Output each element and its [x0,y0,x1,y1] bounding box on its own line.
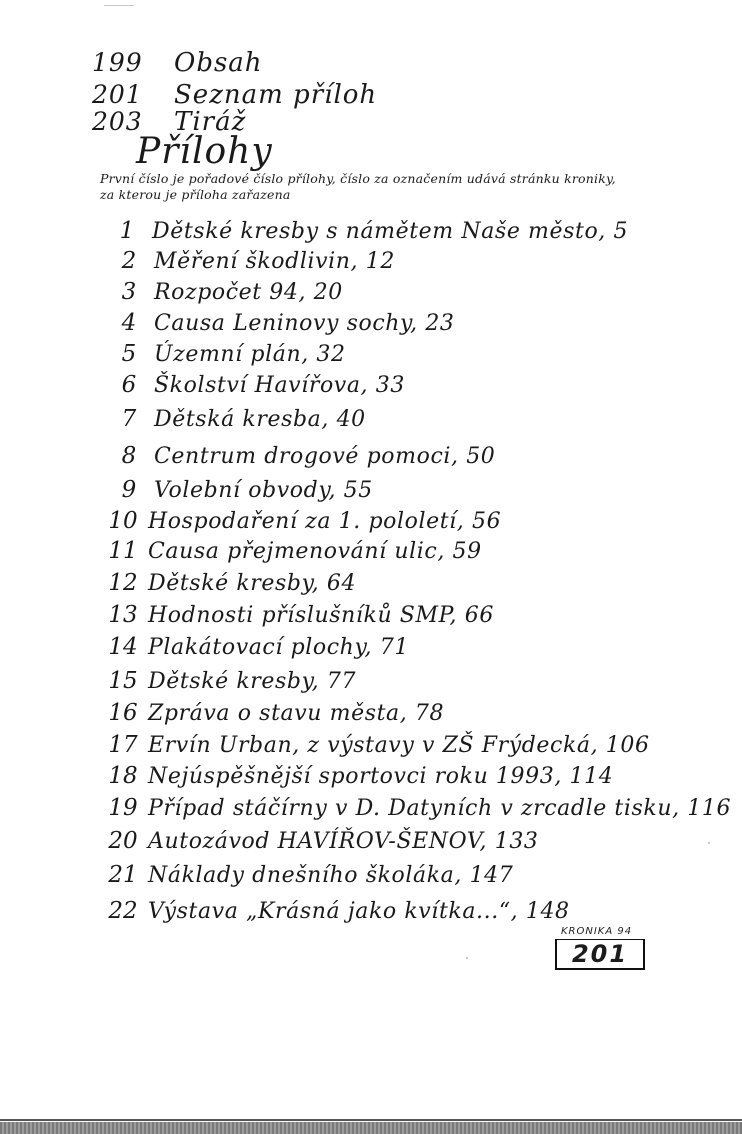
attachment-number: 6 [121,372,137,398]
attachment-row [98,862,513,892]
attachment-number: 9 [121,477,137,503]
attachment-row [104,477,373,507]
attachment-text: Autozávod HAVÍŘOV-ŠENOV, 133 [148,829,539,854]
note-line-1: První číslo je pořadové číslo přílohy, číslo za označením udává stránku kroniky, [100,171,616,186]
attachment-text: Hodnosti příslušníků SMP, 66 [148,603,494,628]
attachment-row [98,763,613,793]
attachment-text: Centrum drogové pomoci, 50 [154,444,496,469]
attachment-text: Výstava „Krásná jako kvítka...“, 148 [148,899,570,924]
attachment-row [102,218,628,248]
attachment-text: Případ stáčírny v D. Datyních v zrcadle tisku, 116 [148,796,732,821]
attachment-row [98,668,356,698]
attachment-row [104,406,366,436]
speck [708,842,710,844]
attachment-number: 1 [119,218,135,244]
attachment-number: 2 [121,248,137,274]
toc-page-number: 199 [92,48,143,77]
attachment-text: Územní plán, 32 [154,342,346,367]
attachment-row [98,700,444,730]
attachment-number: 19 [108,795,138,821]
attachment-row [98,828,539,858]
attachment-row [104,372,405,402]
attachment-row [98,634,409,664]
toc-page-number: 201 [92,80,143,109]
attachment-text: Náklady dnešního školáka, 147 [148,863,514,888]
attachment-number: 11 [108,538,138,564]
section-heading: Přílohy [136,131,273,172]
scan-edge-line [0,1119,742,1121]
stamp-label: KRONIKA 94 [561,926,633,937]
scan-edge-band [0,1122,742,1134]
attachment-row [98,732,650,762]
toc-page-number: 203 [92,107,143,136]
attachment-number: 22 [108,898,138,924]
attachment-row [98,898,570,928]
attachment-text: Měření škodlivin, 12 [154,249,395,274]
attachment-text: Školství Havířova, 33 [154,373,405,398]
attachment-text: Dětská kresba, 40 [154,407,366,432]
note-line-2: za kterou je příloha zařazena [100,187,291,202]
stamp-page-number: 201 [555,939,645,970]
attachment-number: 5 [121,341,137,367]
attachment-row [104,279,343,309]
attachment-number: 12 [108,570,138,596]
attachment-number: 13 [108,602,138,628]
attachment-row [104,310,455,340]
attachment-number: 16 [108,700,138,726]
attachment-number: 14 [108,634,138,660]
attachment-number: 17 [108,732,138,758]
attachment-text: Dětské kresby, 77 [148,669,357,694]
page-mark [104,5,134,6]
attachment-row [98,538,482,568]
attachment-text: Hospodaření za 1. pololetí, 56 [148,509,502,534]
attachment-text: Nejúspěšnější sportovci roku 1993, 114 [148,764,614,789]
attachment-text: Ervín Urban, z výstavy v ZŠ Frýdecká, 106 [148,733,650,758]
toc-row-seznam [92,80,377,110]
attachment-text: Causa přejmenování ulic, 59 [148,539,482,564]
attachment-text: Zpráva o stavu města, 78 [148,701,445,726]
attachment-number: 20 [108,828,138,854]
attachment-text: Volební obvody, 55 [154,478,373,503]
toc-row-obsah [92,48,263,78]
attachment-number: 21 [108,862,138,888]
toc-title: Obsah [174,48,263,78]
attachment-number: 7 [121,406,137,432]
attachment-text: Plakátovací plochy, 71 [148,635,409,660]
attachment-text: Rozpočet 94, 20 [154,280,343,305]
attachment-row [98,602,494,632]
attachment-text: Causa Leninovy sochy, 23 [154,311,455,336]
attachment-row [98,795,731,825]
attachment-number: 15 [108,668,138,694]
attachment-row [98,508,501,538]
attachment-text: Dětské kresby, 64 [148,571,357,596]
speck [466,957,468,959]
toc-title: Seznam příloh [174,80,378,110]
attachment-number: 8 [121,443,137,469]
attachment-number: 18 [108,763,138,789]
attachment-text: Dětské kresby s námětem Naše město, 5 [152,219,629,244]
attachment-row [98,570,356,600]
attachment-row [104,248,395,278]
attachment-number: 10 [108,508,138,534]
attachment-number: 4 [121,310,137,336]
toc-title: Tiráž [174,107,247,137]
attachment-row [104,341,346,371]
chronicle-stamp [555,926,647,970]
attachment-number: 3 [121,279,137,305]
attachment-row [104,443,495,473]
